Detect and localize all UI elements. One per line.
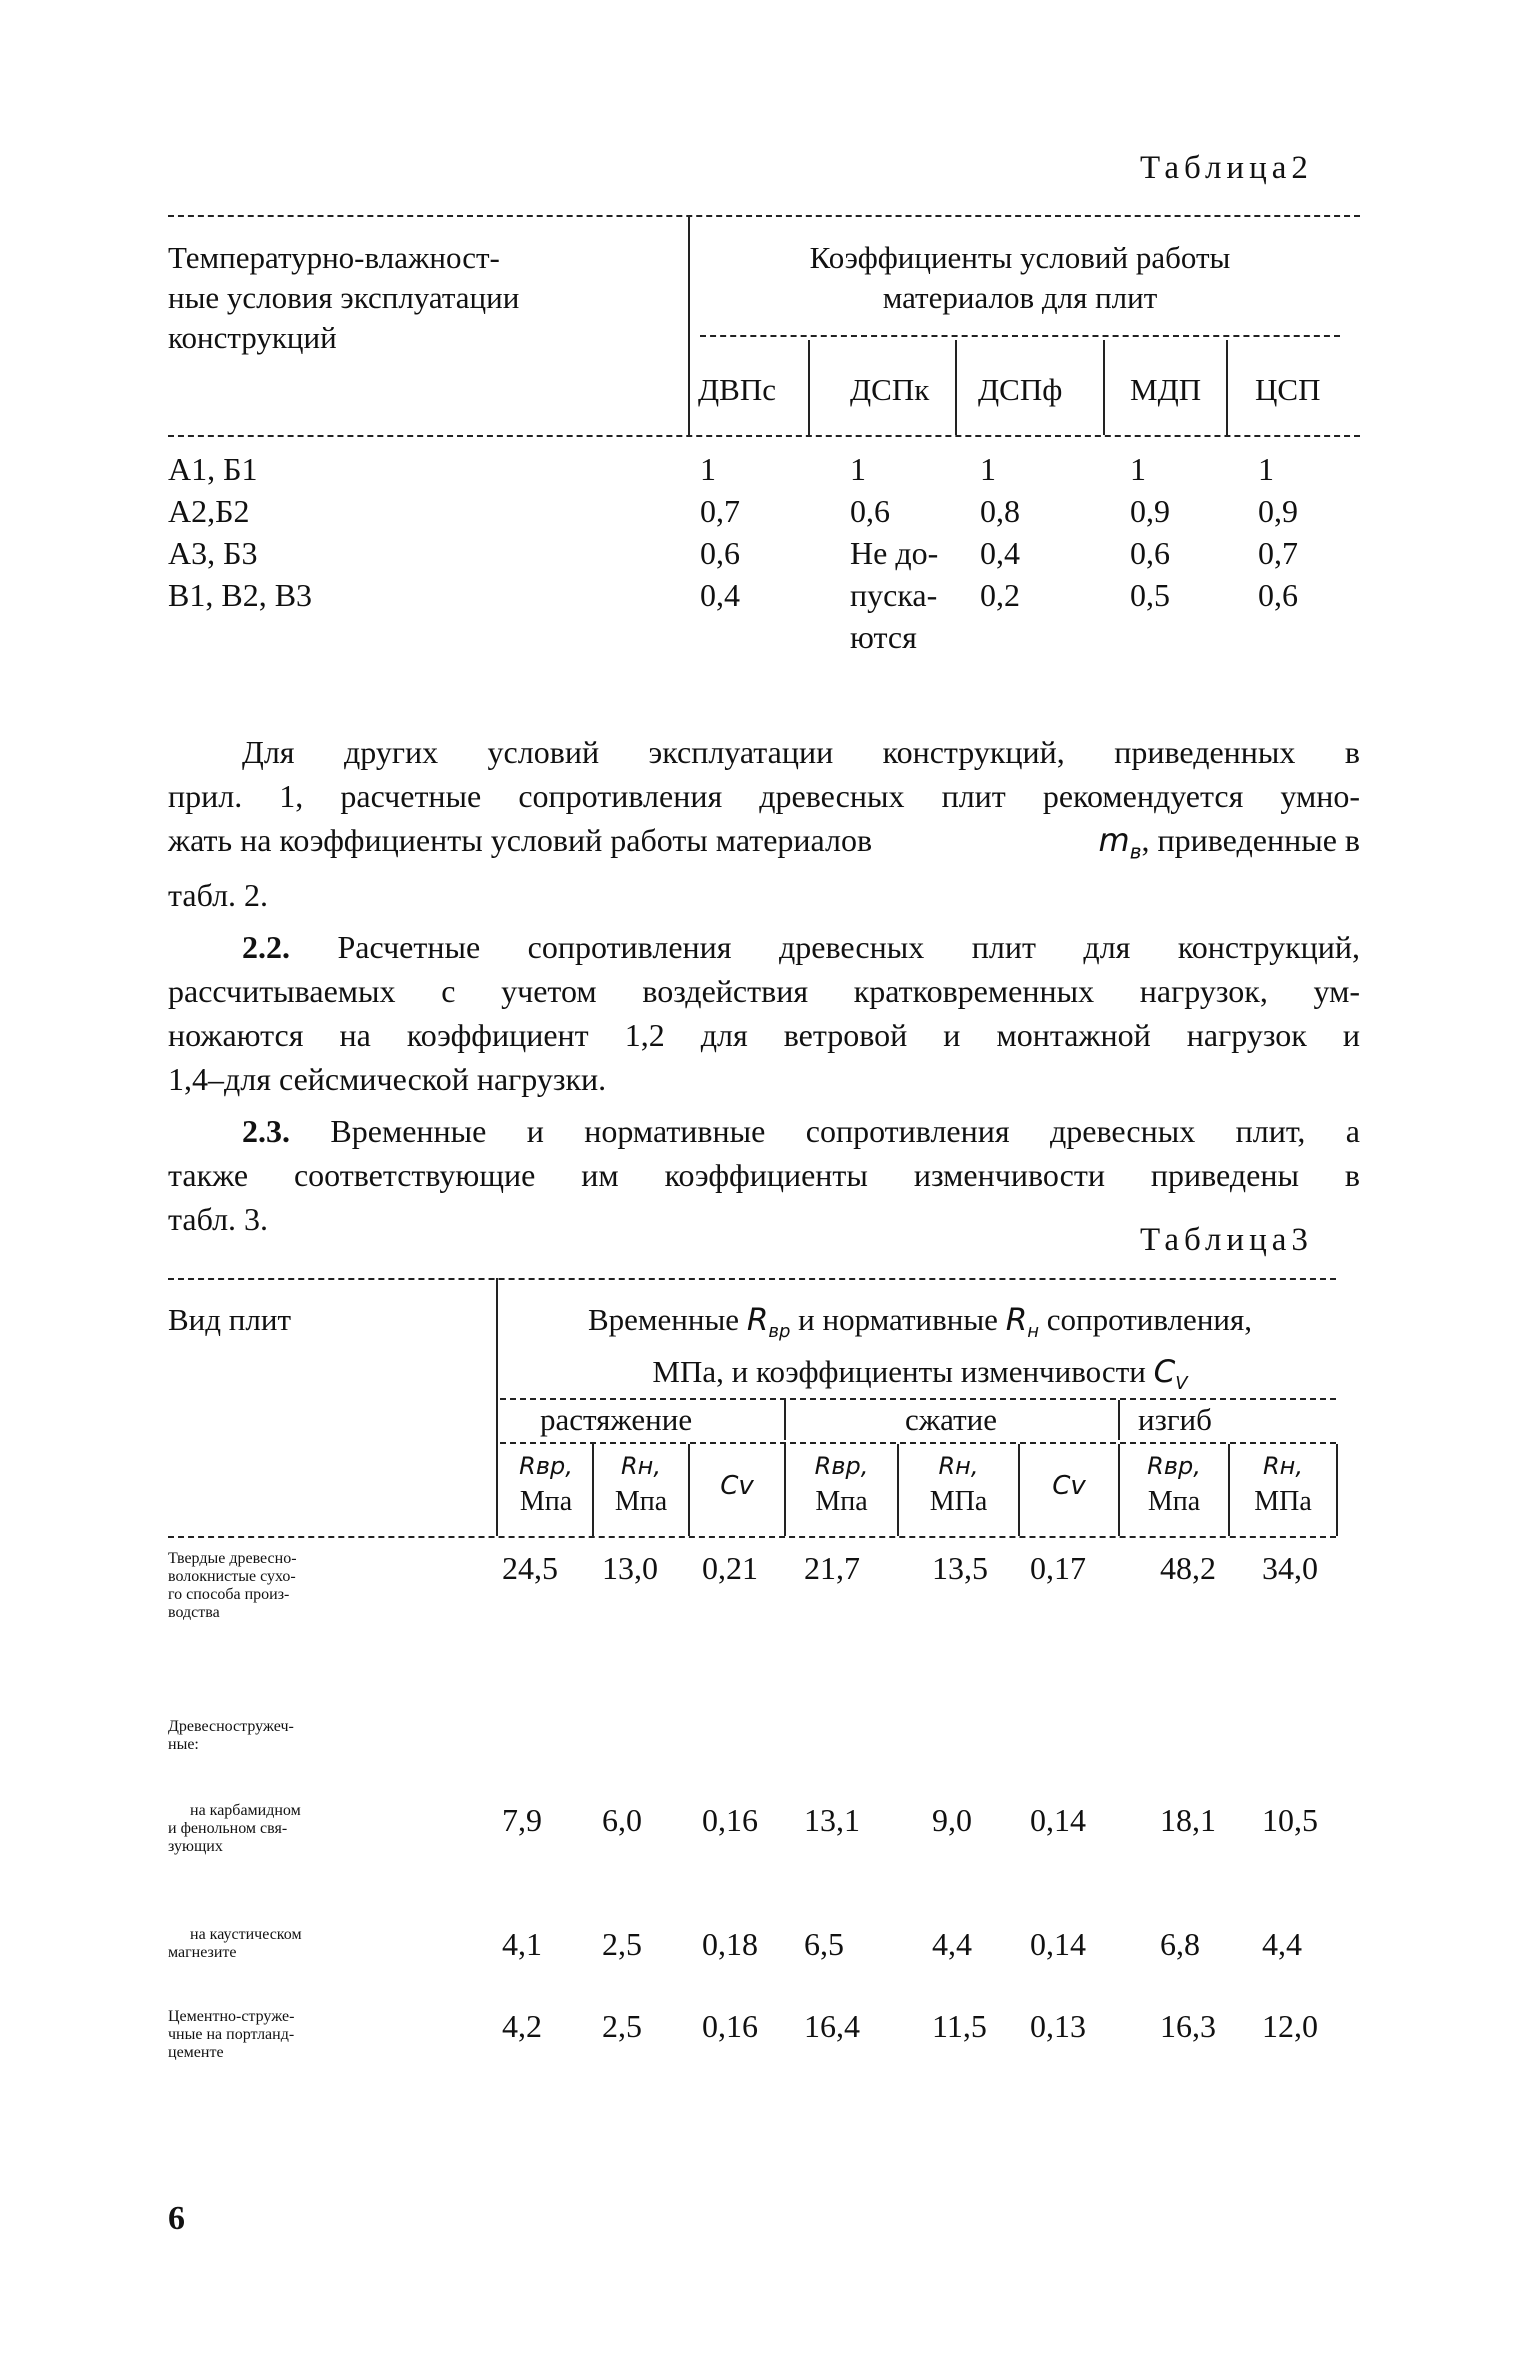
- table2-col-conditions: [168, 448, 312, 616]
- row-label: магнезите: [168, 1944, 237, 1961]
- row-label: чные на портланд-: [168, 2026, 295, 2043]
- table-cell: 10,5: [1262, 1802, 1318, 1838]
- subheader-unit: МПа: [929, 1486, 988, 1517]
- paragraph-line: [168, 818, 1360, 873]
- paragraph-line: также соответствующие им коэффициенты изменчивости приведены в: [168, 1157, 1360, 1194]
- table-cell: 0,6: [850, 493, 890, 529]
- table-cell: А2,Б2: [168, 493, 250, 529]
- table-cell: 1: [1130, 451, 1146, 487]
- row-label: на каустическом: [190, 1926, 302, 1943]
- table2-col-tsp: [1258, 448, 1298, 616]
- table-row: [168, 1802, 301, 1856]
- table2-col-dvps: [700, 448, 740, 616]
- table-cell: 0,6: [700, 535, 740, 571]
- table2-group-header: [700, 238, 1340, 318]
- subheader-unit: Мпа: [1147, 1486, 1201, 1517]
- table-cell: 1: [980, 451, 996, 487]
- table-cell: 2,5: [602, 1926, 642, 1962]
- row-label: Цементно-струже-: [168, 2008, 295, 2025]
- table2-col-divider: [1226, 340, 1228, 435]
- table-cell: В1, В2, В3: [168, 577, 313, 613]
- table2-sub-rule: [700, 335, 1340, 337]
- group-compression: сжатие: [905, 1402, 998, 1437]
- table-cell: 6,5: [804, 1926, 844, 1962]
- table-cell: 11,5: [932, 2008, 987, 2044]
- group-bending: изгиб: [1138, 1402, 1212, 1437]
- subheader-symbol: Rвр,: [519, 1452, 573, 1480]
- subheader-symbol: Cv: [1052, 1471, 1086, 1501]
- table-cell: 0,14: [1030, 1802, 1086, 1838]
- table-cell: 0,8: [980, 493, 1020, 529]
- table-cell: 0,4: [980, 535, 1020, 571]
- table-cell: 0,7: [1258, 535, 1298, 571]
- table3-header-bottom-rule: [168, 1536, 1336, 1538]
- table-cell: 9,0: [932, 1802, 972, 1838]
- subheader-rvr-tension: [500, 1448, 592, 1520]
- paragraph-line: табл. 2.: [168, 877, 269, 914]
- table-cell: 0,4: [700, 577, 740, 613]
- paragraph-line: [168, 925, 1360, 969]
- table-row: [168, 1550, 297, 1622]
- row-label: ные:: [168, 1736, 199, 1753]
- subheader-cv-compression: [1020, 1466, 1118, 1506]
- table3-right-edge: [1336, 1444, 1338, 1536]
- table-cell: 13,5: [932, 1550, 988, 1586]
- row-label: и фенольном свя-: [168, 1820, 288, 1837]
- table-cell: 0,7: [700, 493, 740, 529]
- subheader-symbol: Rн,: [938, 1452, 979, 1480]
- table-cell: 1: [850, 451, 866, 487]
- header-text: МПа, и коэффициенты изменчивости: [652, 1354, 1146, 1390]
- symbol-m: m: [1098, 821, 1130, 859]
- table-cell: 16,3: [1160, 2008, 1216, 2044]
- group-tension: растяжение: [540, 1402, 693, 1437]
- table-cell: 4,1: [502, 1926, 542, 1962]
- table-cell: 0,16: [702, 1802, 758, 1838]
- row-label: водства: [168, 1604, 220, 1621]
- table-cell: Не до-: [850, 535, 939, 571]
- table-cell: 13,1: [804, 1802, 860, 1838]
- table-cell: 0,9: [1258, 493, 1298, 529]
- table3-sub-rule: [500, 1442, 1336, 1444]
- table-cell: 24,5: [502, 1550, 558, 1586]
- subheader-unit: Мпа: [614, 1486, 668, 1517]
- table2-top-rule: [168, 215, 1360, 217]
- table-cell: 0,9: [1130, 493, 1170, 529]
- table2-header-bottom-rule: [168, 435, 1360, 437]
- table2-col-divider: [808, 340, 810, 435]
- subheader-symbol: Rвр,: [1147, 1452, 1201, 1480]
- table-cell: 12,0: [1262, 2008, 1318, 2044]
- table-cell: 4,4: [1262, 1926, 1302, 1962]
- table2-col-mdp: [1130, 448, 1170, 616]
- table3-top-rule: [168, 1278, 1336, 1280]
- paragraph-line: прил. 1, расчетные сопротивления древесных плит рекомендуется умно-: [168, 778, 1360, 814]
- row-label: Древесностружеч-: [168, 1718, 294, 1735]
- page-number: 6: [168, 2200, 185, 2237]
- table3-col1-header: Вид плит: [168, 1302, 291, 1337]
- table-cell: 7,9: [502, 1802, 542, 1838]
- header-text: и нормативные: [798, 1302, 998, 1337]
- subheader-dspk: ДСПк: [850, 372, 930, 407]
- subheader-dspf: ДСПф: [978, 372, 1063, 407]
- table2-col1-header: [168, 238, 519, 358]
- table-cell: А3, Б3: [168, 535, 258, 571]
- table-cell: 0,5: [1130, 577, 1170, 613]
- table-cell: 4,2: [502, 2008, 542, 2044]
- table-cell: 0,13: [1030, 2008, 1086, 2044]
- table2-col-dspk: [850, 448, 938, 658]
- row-label: го способа произ-: [168, 1586, 290, 1603]
- table2-divider: [688, 215, 690, 435]
- table-cell: 13,0: [602, 1550, 658, 1586]
- paragraph-line: рассчитываемых с учетом воздействия кратковременных нагрузок, ум-: [168, 973, 1360, 1010]
- header-line: материалов для плит: [882, 280, 1158, 315]
- table-cell: 0,14: [1030, 1926, 1086, 1962]
- subheader-unit: Мпа: [815, 1486, 868, 1517]
- symbol-subscript: V: [1175, 1373, 1188, 1395]
- subheader-rvr-bending: [1120, 1448, 1228, 1520]
- subheader-cv-tension: [690, 1466, 784, 1506]
- symbol-subscript: н: [1027, 1321, 1040, 1343]
- paragraph-line: Для других условий эксплуатации конструкций, приведенных в: [242, 734, 1360, 770]
- symbol-subscript: вр: [768, 1321, 791, 1343]
- table-cell: 34,0: [1262, 1550, 1318, 1586]
- table-row: [168, 1926, 302, 1962]
- table-cell: А1, Б1: [168, 451, 258, 487]
- table2-col-divider: [955, 340, 957, 435]
- subheader-rn-compression: [899, 1448, 1018, 1520]
- symbol-c: C: [1153, 1354, 1176, 1391]
- header-line: [505, 1352, 1335, 1404]
- row-label: Твердые древесно-: [168, 1550, 297, 1567]
- table3-divider: [496, 1278, 498, 1536]
- header-line: ные условия эксплуатации: [168, 280, 520, 315]
- row-label: зующих: [168, 1838, 223, 1855]
- subheader-rn-bending: [1230, 1448, 1336, 1520]
- table-cell: ются: [850, 619, 917, 655]
- subheader-tsp: ЦСП: [1255, 372, 1321, 407]
- section-number: 2.3.: [242, 1113, 290, 1150]
- subheader-rn-tension: [594, 1448, 688, 1520]
- subheader-mdp: МДП: [1130, 372, 1202, 407]
- header-text: Временные: [587, 1302, 740, 1337]
- header-line: Температурно-влажност-: [168, 240, 500, 275]
- table2-col-dspf: [980, 448, 1020, 616]
- table3-caption: Таблица3: [1140, 1222, 1313, 1258]
- table-cell: 18,1: [1160, 1802, 1216, 1838]
- table2-col-divider: [1103, 340, 1105, 435]
- table-cell: пуска-: [850, 577, 938, 613]
- table-cell: 4,4: [932, 1926, 972, 1962]
- table-cell: 2,5: [602, 2008, 642, 2044]
- table-cell: 6,0: [602, 1802, 642, 1838]
- symbol-r: R: [1005, 1302, 1028, 1338]
- subheader-symbol: Rн,: [1263, 1452, 1303, 1480]
- header-line: [505, 1300, 1335, 1352]
- table-cell: 0,6: [1258, 577, 1298, 613]
- table-cell: 0,6: [1130, 535, 1170, 571]
- header-line: Коэффициенты условий работы: [809, 240, 1231, 275]
- table-cell: 0,18: [702, 1926, 758, 1962]
- table-cell: 1: [1258, 451, 1274, 487]
- paragraph-text: Расчетные сопротивления древесных плит для конструкций,: [337, 929, 1361, 966]
- paragraph-text: жать на коэффициенты условий работы материалов: [168, 822, 873, 858]
- table-cell: 0,16: [702, 2008, 758, 2044]
- body-text: [168, 730, 1360, 1241]
- table-cell: 1: [700, 451, 716, 487]
- paragraph-line: ножаются на коэффициент 1,2 для ветровой и монтажной нагрузок и: [168, 1017, 1360, 1054]
- table-cell: 16,4: [804, 2008, 860, 2044]
- paragraph-line: [168, 1109, 1360, 1153]
- table-cell: 6,8: [1160, 1926, 1200, 1962]
- symbol-r: R: [746, 1302, 769, 1338]
- symbol-m-v: [1099, 818, 1360, 873]
- row-label: на карбамидном: [190, 1802, 301, 1819]
- table-cell: 48,2: [1160, 1550, 1216, 1586]
- subheader-rvr-compression: [786, 1448, 897, 1520]
- symbol-subscript: в: [1129, 839, 1142, 864]
- table2-caption: Таблица2: [1140, 150, 1313, 186]
- table-cell: 0,17: [1030, 1550, 1086, 1586]
- section-number: 2.2.: [242, 929, 290, 966]
- header-text: сопротивления,: [1046, 1302, 1253, 1337]
- paragraph-line: 1,4–для сейсмической нагрузки.: [168, 1061, 607, 1098]
- table-row: [168, 2008, 294, 2062]
- subheader-unit: Мпа: [519, 1486, 573, 1517]
- subheader-symbol: Rвр,: [814, 1452, 869, 1480]
- subheader-unit: МПа: [1254, 1486, 1312, 1517]
- paragraph-text: , приведенные в: [1141, 822, 1360, 858]
- table-row: [168, 1718, 294, 1754]
- subheader-symbol: Rн,: [621, 1452, 661, 1480]
- table3-group-header: [505, 1300, 1335, 1404]
- paragraph-line: табл. 3.: [168, 1201, 269, 1238]
- row-label: цементе: [168, 2044, 224, 2061]
- table3-group-divider: [1118, 1400, 1120, 1440]
- header-line: конструкций: [168, 320, 337, 355]
- subheader-symbol: Cv: [720, 1471, 754, 1501]
- table-cell: 0,21: [702, 1550, 758, 1586]
- row-label: волокнистые сухо-: [168, 1568, 296, 1585]
- subheader-dvps: ДВПс: [698, 372, 776, 407]
- table-cell: 21,7: [804, 1550, 860, 1586]
- table-cell: 0,2: [980, 577, 1020, 613]
- paragraph-text: Временные и нормативные сопротивления древесных плит, а: [330, 1113, 1361, 1150]
- table3-group-divider: [784, 1400, 786, 1440]
